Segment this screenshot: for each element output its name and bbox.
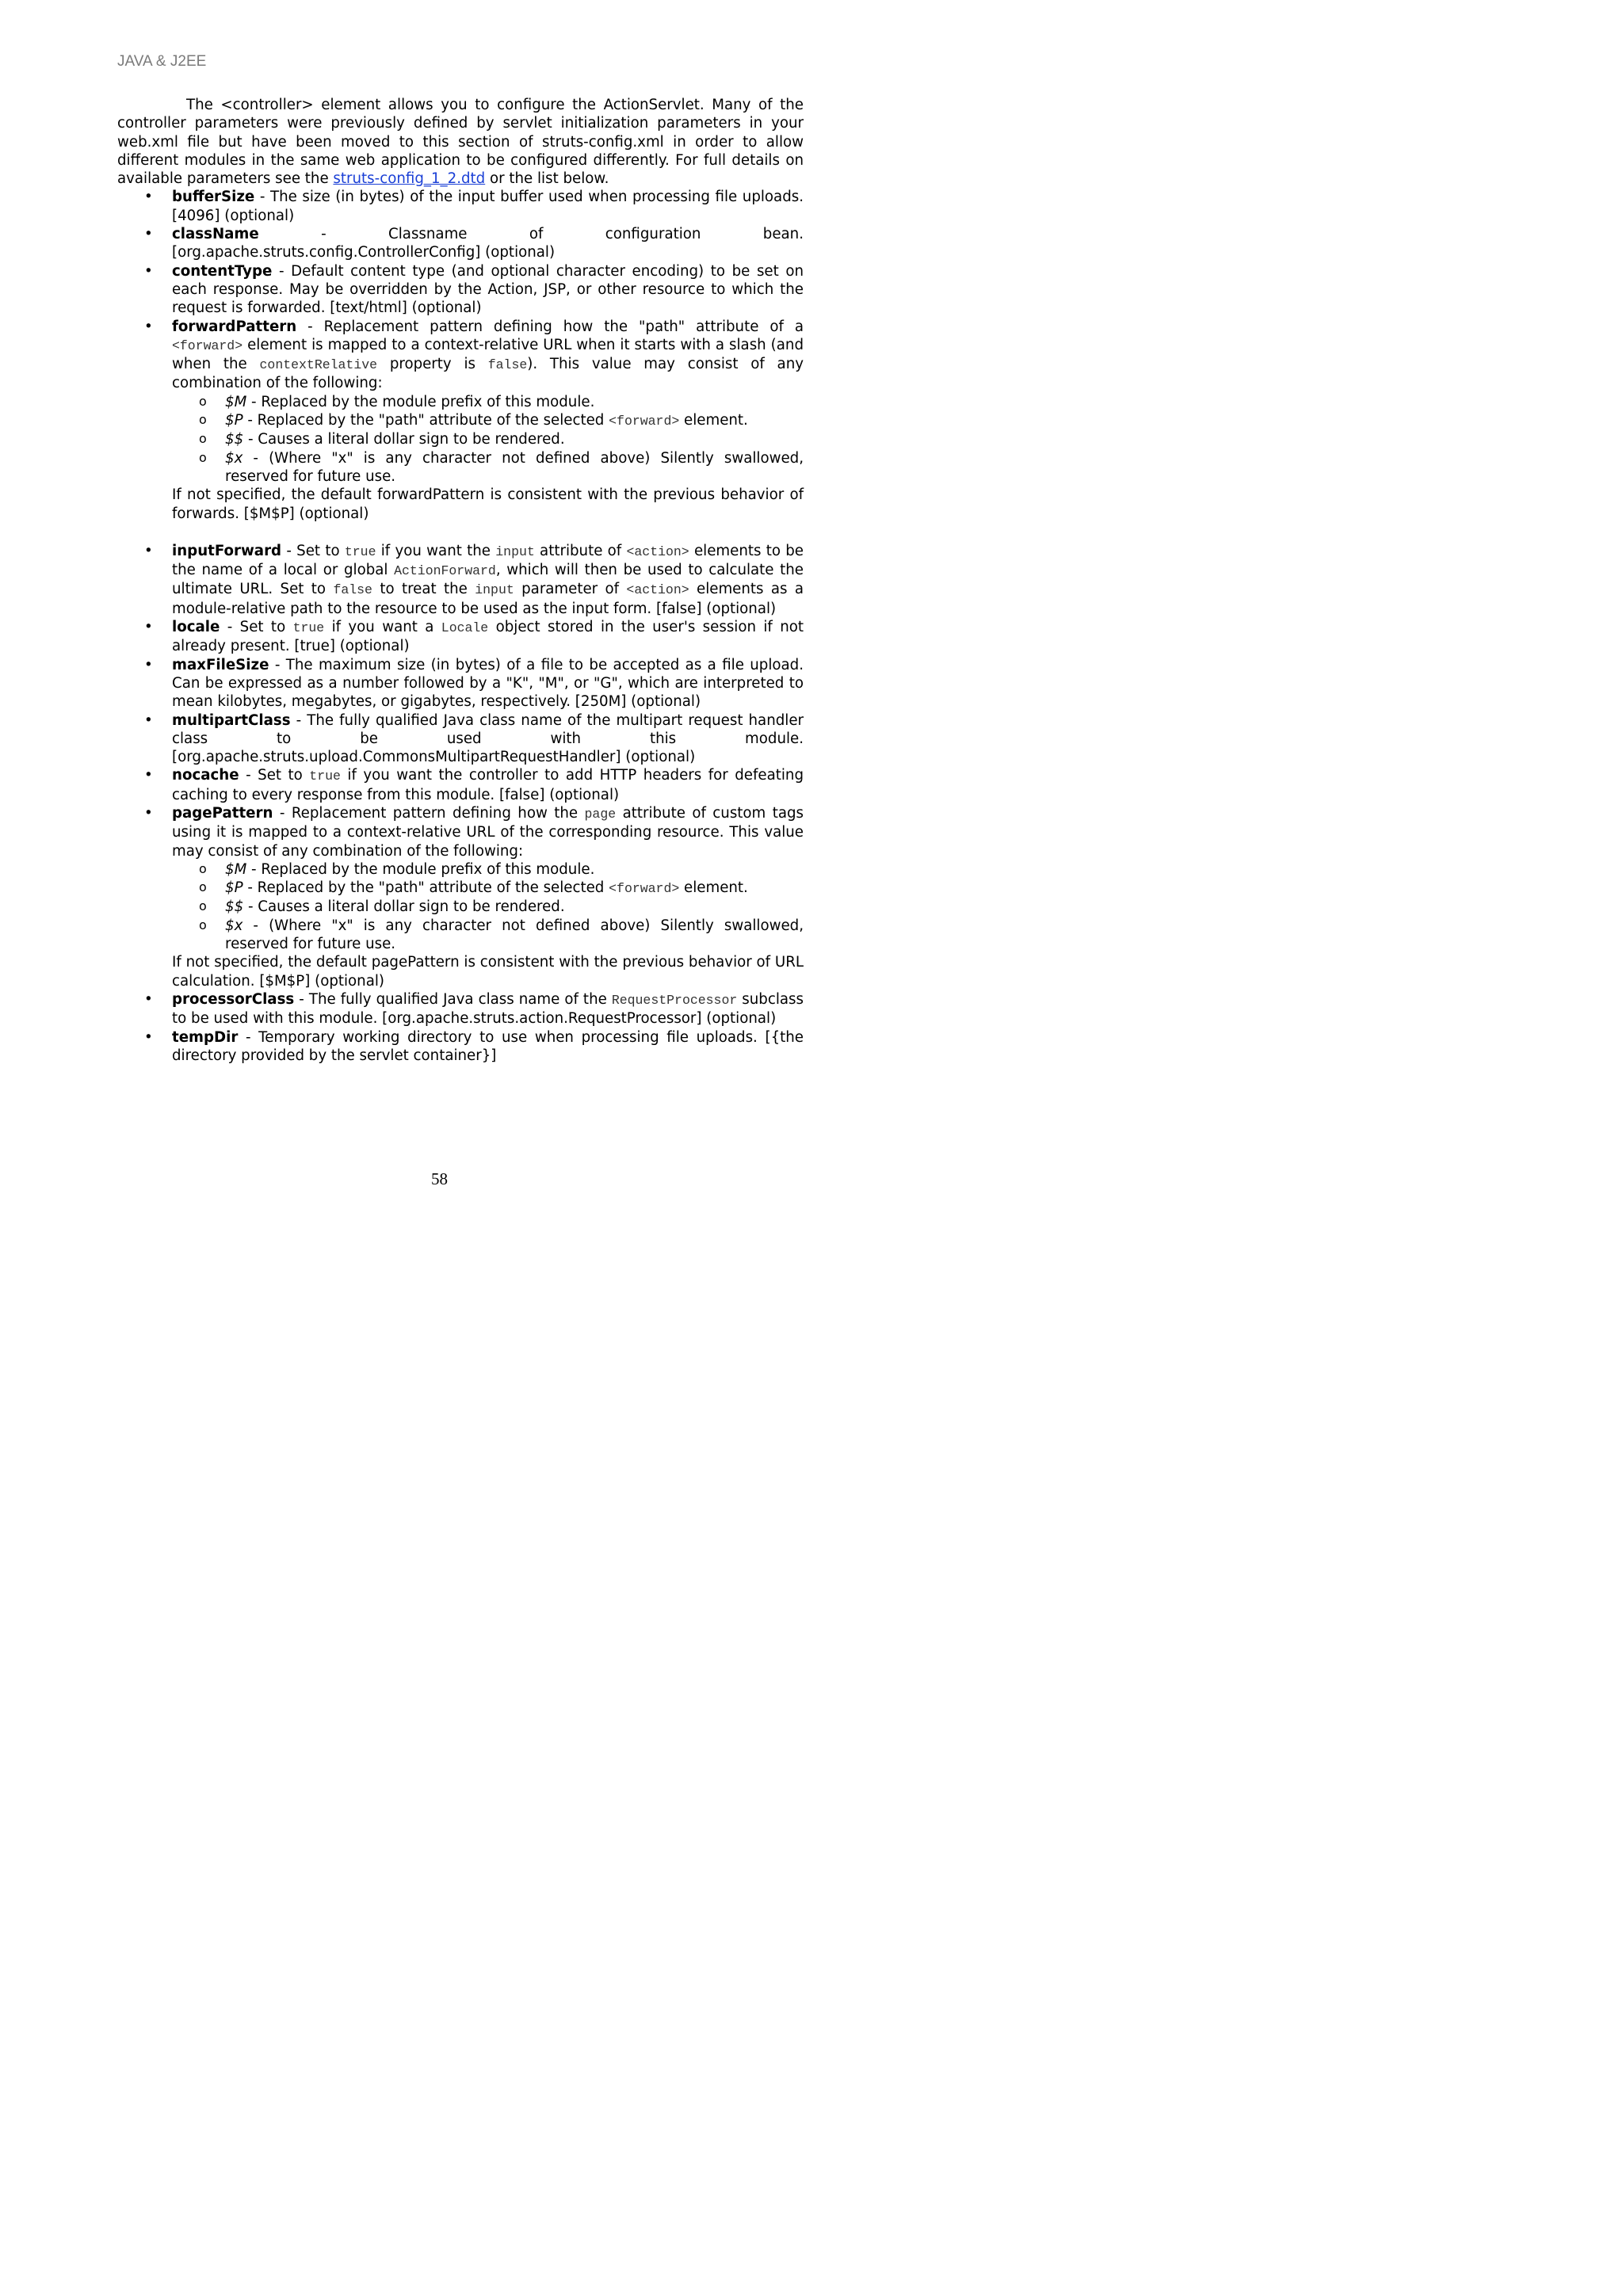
token-item	[172, 393, 804, 411]
param-pagepattern	[117, 804, 804, 990]
param-term: bufferSize	[172, 189, 255, 206]
token-item	[172, 898, 804, 916]
param-desc: to treat the	[372, 581, 475, 598]
code-false: false	[333, 582, 372, 598]
token: $M	[225, 860, 247, 878]
token-item	[172, 411, 804, 430]
token: $P	[225, 879, 243, 897]
param-desc: elements to be the name of a local or global	[172, 542, 804, 579]
param-desc: attribute of custom tags using it is mapped to a context-relative URL of the corresponding resource. This value may consist of any combination of the following:	[172, 804, 804, 860]
token-desc: - Replaced by the module prefix of this module.	[246, 393, 595, 410]
page-number: 58	[431, 1169, 448, 1188]
param-desc: object stored in the user's session if not already present. [true] (optional)	[172, 619, 804, 655]
token-desc: - (Where "x" is any character not defined above) Silently swallowed, reserved for future use.	[225, 449, 804, 485]
code-requestprocessor: RequestProcessor	[611, 992, 738, 1008]
token-item	[172, 430, 804, 448]
intro-text-end: or the list below.	[485, 170, 609, 188]
param-term: className	[172, 226, 259, 243]
token: $$	[225, 898, 244, 916]
param-desc: - Set to	[220, 619, 293, 636]
token-desc: - Causes a literal dollar sign to be rendered.	[243, 431, 565, 448]
token-item	[172, 860, 804, 879]
param-desc: - The maximum size (in bytes) of a file to be accepted as a file upload. Can be expressed as a number followed by a "K", "M", or "G", which are interpreted to mean kilobytes, megabytes, or gigabytes, respectively. [250M] (optional)	[172, 656, 804, 711]
param-tempdir	[117, 1028, 804, 1066]
param-desc: - The size (in bytes) of the input buffer used when processing file uploads. [4096] (optional)	[172, 189, 804, 224]
token: $P	[225, 412, 243, 429]
param-term: forwardPattern	[172, 318, 297, 335]
param-desc: property is	[377, 356, 488, 373]
param-desc: - Classname of configuration bean. [org.apache.struts.config.ControllerConfig] (optional)	[172, 226, 804, 261]
code-contextrelative: contextRelative	[259, 357, 378, 373]
pagepattern-note: If not specified, the default pagePattern is consistent with the previous behavior of URL calculation. [$M$P] (optional)	[172, 954, 804, 990]
param-desc: - Temporary working directory to use when processing file uploads. [{the directory provided by the servlet container}]	[172, 1028, 804, 1064]
param-classname	[117, 225, 804, 262]
param-term: tempDir	[172, 1028, 239, 1046]
param-desc: if you want a	[324, 619, 441, 636]
param-term: inputForward	[172, 542, 282, 559]
param-desc: - Replacement pattern defining how the	[273, 804, 585, 822]
param-desc: element is mapped to a context-relative URL when it starts with a slash (and when the	[172, 336, 804, 373]
param-multipartclass	[117, 711, 804, 767]
intro-paragraph	[117, 96, 804, 188]
token-desc: - Replaced by the "path" attribute of the selected	[242, 412, 609, 429]
token: $x	[225, 449, 243, 467]
param-desc: if you want the controller to add HTTP headers for defeating caching to every response from this module. [false] (optional)	[172, 767, 804, 803]
param-desc: - Set to	[239, 767, 310, 784]
param-processorclass	[117, 990, 804, 1028]
token-item	[172, 879, 804, 898]
code-forward: <forward>	[609, 881, 680, 897]
intro-text: The <controller> element allows you to configure the ActionServlet. Many of the controller parameters were previously defined by servlet initialization parameters in your web.xml file but have been moved to this section of struts-config.xml in order to allow different modules in the same web application to be configured differently. For full details on available parameters see the	[117, 97, 804, 188]
code-locale: Locale	[441, 620, 489, 636]
param-term: pagePattern	[172, 804, 273, 822]
param-desc: elements as a module-relative path to the resource to be used as the input form. [false] (optional)	[172, 581, 804, 617]
forwardpattern-note: If not specified, the default forwardPattern is consistent with the previous behavior of forwards. [$M$P] (optional)	[172, 486, 804, 522]
controller-parameter-list	[117, 188, 804, 1065]
param-desc: - The fully qualified Java class name of the multipart request handler class to be used with this module. [org.apache.struts.upload.CommonsMultipartRequestHandler] (optional)	[172, 711, 804, 766]
code-action: <action>	[626, 582, 689, 598]
param-term: multipartClass	[172, 711, 291, 729]
token-desc: - Replaced by the "path" attribute of the selected	[242, 879, 609, 897]
code-true: true	[292, 620, 325, 636]
code-true: true	[344, 543, 376, 559]
running-header: JAVA & J2EE	[117, 53, 207, 70]
token: $$	[225, 431, 244, 448]
param-term: nocache	[172, 767, 239, 784]
param-term: contentType	[172, 262, 273, 280]
token-desc: element.	[679, 412, 748, 429]
param-locale	[117, 618, 804, 656]
param-desc: - Set to	[281, 542, 345, 559]
param-inputforward	[117, 542, 804, 618]
code-input: input	[495, 543, 535, 559]
code-forward: <forward>	[609, 414, 680, 429]
token-desc: - Causes a literal dollar sign to be rendered.	[243, 898, 565, 916]
code-action: <action>	[626, 543, 689, 559]
code-actionforward: ActionForward	[394, 563, 496, 579]
param-term: processorClass	[172, 990, 295, 1008]
param-desc: , which will then be used to calculate the ultimate URL. Set to	[172, 562, 804, 598]
dtd-link[interactable]: struts-config_1_2.dtd	[333, 170, 486, 188]
param-forwardpattern	[117, 318, 804, 523]
token-item	[172, 917, 804, 954]
param-term: maxFileSize	[172, 656, 269, 673]
param-desc: - Replacement pattern defining how the "path" attribute of a	[296, 318, 804, 335]
param-desc: if you want the	[376, 542, 496, 559]
param-desc: ). This value may consist of any combination of the following:	[172, 356, 804, 392]
param-nocache	[117, 766, 804, 804]
document-body	[117, 96, 804, 1065]
pagepattern-token-list	[172, 860, 804, 953]
forwardpattern-token-list	[172, 393, 804, 486]
token-desc: - Replaced by the module prefix of this module.	[246, 860, 595, 878]
token: $M	[225, 393, 247, 410]
code-input: input	[475, 582, 514, 598]
param-desc: parameter of	[514, 581, 627, 598]
token-desc: - (Where "x" is any character not defined above) Silently swallowed, reserved for future use.	[225, 917, 804, 953]
param-desc: subclass to be used with this module. [org.apache.struts.action.RequestProcessor] (optional)	[172, 990, 804, 1028]
param-desc: - Default content type (and optional character encoding) to be set on each response. May be overridden by the Action, JSP, or other resource to which the request is forwarded. [text/html] (optional)	[172, 262, 804, 317]
param-maxfilesize	[117, 656, 804, 711]
param-term: locale	[172, 619, 220, 636]
code-false: false	[487, 357, 528, 373]
code-page: page	[584, 806, 617, 822]
param-contenttype	[117, 262, 804, 318]
code-forward: <forward>	[172, 338, 243, 353]
param-desc: attribute of	[534, 542, 627, 559]
token-item	[172, 449, 804, 486]
code-true: true	[309, 769, 341, 784]
token-desc: element.	[679, 879, 748, 897]
token: $x	[225, 917, 243, 934]
param-desc: - The fully qualified Java class name of the	[294, 990, 612, 1008]
param-buffersize	[117, 188, 804, 225]
